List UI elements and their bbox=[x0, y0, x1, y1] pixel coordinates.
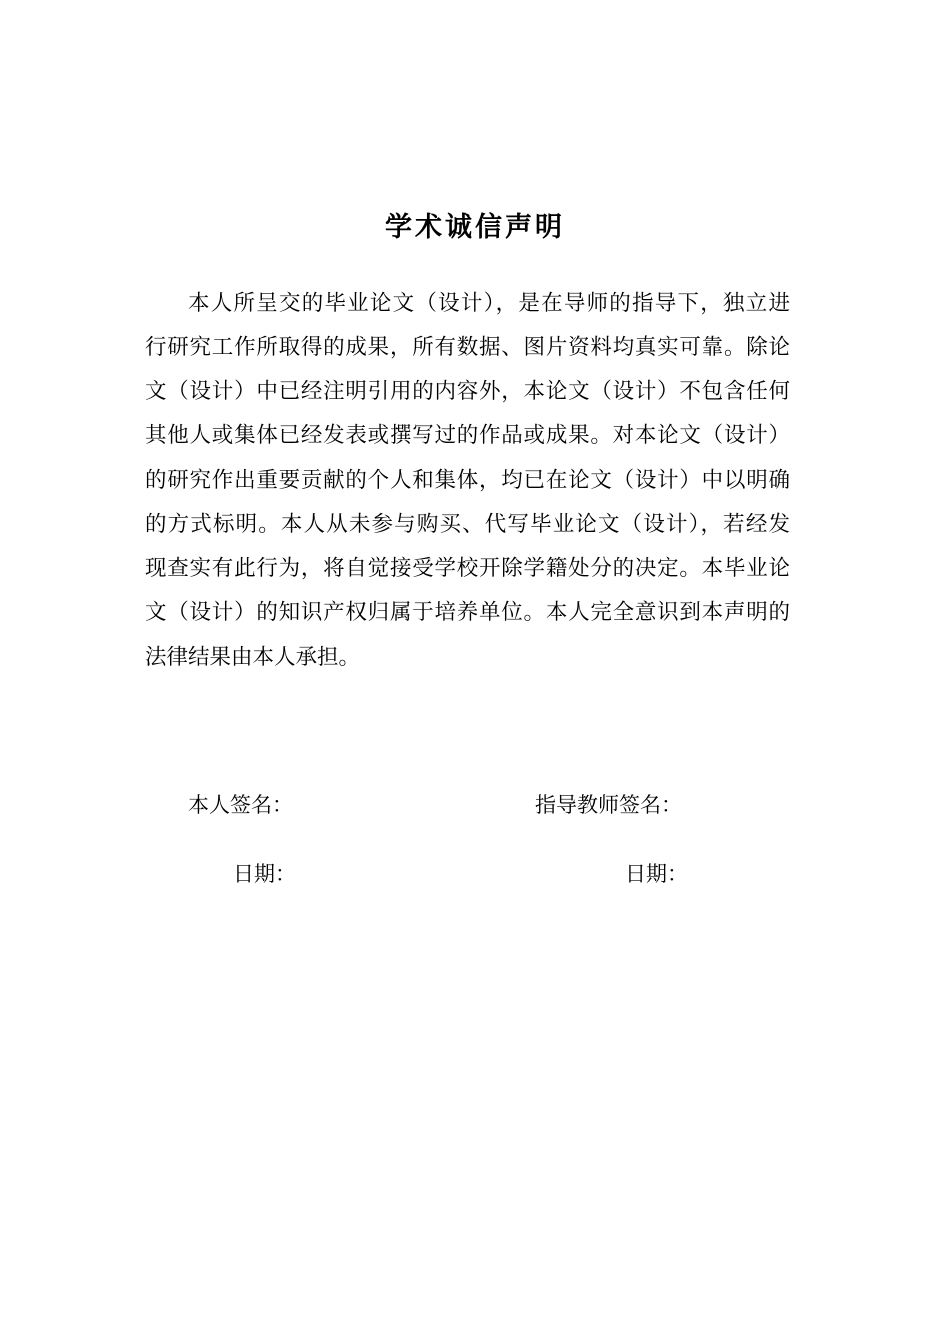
body-line: 本人所呈交的毕业论文（设计），是在导师的指导下，独立进 bbox=[188, 291, 790, 316]
body-line: 其他人或集体已经发表或撰写过的作品或成果。对本论文（设计） bbox=[145, 423, 790, 448]
body-line: 行研究工作所取得的成果，所有数据、图片资料均真实可靠。除论 bbox=[145, 335, 790, 360]
author-signature-label: 本人签名： bbox=[188, 793, 293, 817]
body-line: 法律结果由本人承担。 bbox=[145, 645, 361, 670]
advisor-date-label: 日期： bbox=[625, 862, 688, 886]
body-line: 现查实有此行为，将自觉接受学校开除学籍处分的决定。本毕业论 bbox=[145, 556, 790, 581]
body-line: 文（设计）中已经注明引用的内容外，本论文（设计）不包含任何 bbox=[145, 379, 790, 404]
body-line: 文（设计）的知识产权归属于培养单位。本人完全意识到本声明的 bbox=[145, 600, 790, 625]
page-title: 学术诚信声明 bbox=[385, 212, 565, 243]
body-line: 的研究作出重要贡献的个人和集体，均已在论文（设计）中以明确 bbox=[145, 468, 790, 493]
body-line: 的方式标明。本人从未参与购买、代写毕业论文（设计），若经发 bbox=[145, 512, 790, 537]
advisor-signature-label: 指导教师签名： bbox=[535, 793, 682, 817]
author-date-label: 日期： bbox=[233, 862, 296, 886]
